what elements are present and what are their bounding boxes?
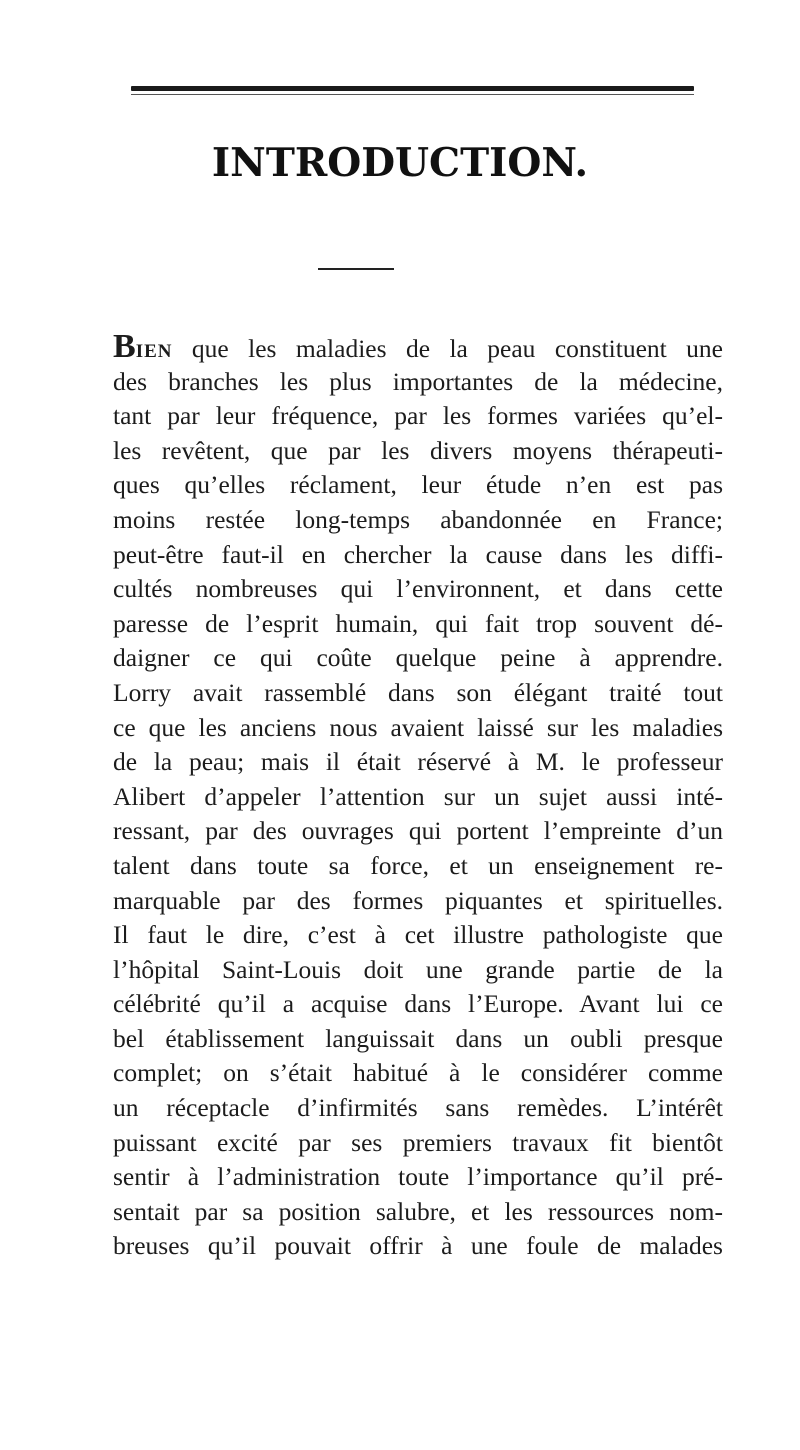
text-line: l’hôpital Saint-Louis doit une grande partie de la — [113, 954, 723, 984]
top-rule-thin — [131, 94, 694, 95]
text-line: les revêtent, que par les divers moyens thérapeuti- — [113, 435, 723, 465]
text-line: daigner ce qui coûte quelque peine à apprendre. — [113, 643, 723, 673]
text-line: cultés nombreuses qui l’environnent, et dans cette — [113, 574, 723, 604]
text-line: moins restée long-temps abandonnée en France; — [113, 504, 723, 534]
text-line: sentait par sa position salubre, et les ressources nom- — [113, 1196, 723, 1226]
top-rule — [131, 86, 694, 91]
text-line: Alibert d’appeler l’attention sur un sujet aussi inté- — [113, 781, 723, 811]
body-paragraph — [113, 330, 723, 1264]
initial-capital: B — [113, 328, 136, 365]
first-word-rest: IEN — [135, 341, 173, 362]
text-line: breuses qu’il pouvait offrir à une foule de malades — [113, 1231, 723, 1261]
text-line: bel établissement languissait dans un oubli presque — [113, 1023, 723, 1053]
text-line: Il faut le dire, c’est à cet illustre pathologiste que — [113, 920, 723, 950]
text-line: ques qu’elles réclament, leur étude n’en est pas — [113, 470, 723, 500]
text-line: paresse de l’esprit humain, qui fait trop souvent dé- — [113, 608, 723, 638]
text-line: ressant, par des ouvrages qui portent l’empreinte d’un — [113, 816, 723, 846]
text-line: marquable par des formes piquantes et spirituelles. — [113, 885, 723, 915]
text-line: tant par leur fréquence, par les formes variées qu’el- — [113, 401, 723, 431]
text-line: des branches les plus importantes de la médecine, — [113, 366, 723, 396]
text-line — [113, 330, 723, 365]
text-line: peut-être faut-il en chercher la cause dans les diffi- — [113, 539, 723, 569]
text-line: de la peau; mais il était réservé à M. le professeur — [113, 747, 723, 777]
text-line: sentir à l’administration toute l’importance qu’il pré- — [113, 1162, 723, 1192]
text-line: complet; on s’était habitué à le considérer comme — [113, 1058, 723, 1088]
text-line: Lorry avait rassemblé dans son élégant traité tout — [113, 677, 723, 707]
text-line: ce que les anciens nous avaient laissé sur les maladies — [113, 712, 723, 742]
title-separator-rule — [318, 268, 394, 270]
chapter-title: INTRODUCTION. — [211, 140, 589, 186]
text-line-content: que les maladies de la peau constituent une — [172, 334, 723, 363]
text-line: talent dans toute sa force, et un enseignement re- — [113, 850, 723, 880]
text-line: célébrité qu’il a acquise dans l’Europe. Avant lui ce — [113, 989, 723, 1019]
text-line: puissant excité par ses premiers travaux fit bientôt — [113, 1127, 723, 1157]
text-line: un réceptacle d’infirmités sans remèdes. L’intérêt — [113, 1093, 723, 1123]
